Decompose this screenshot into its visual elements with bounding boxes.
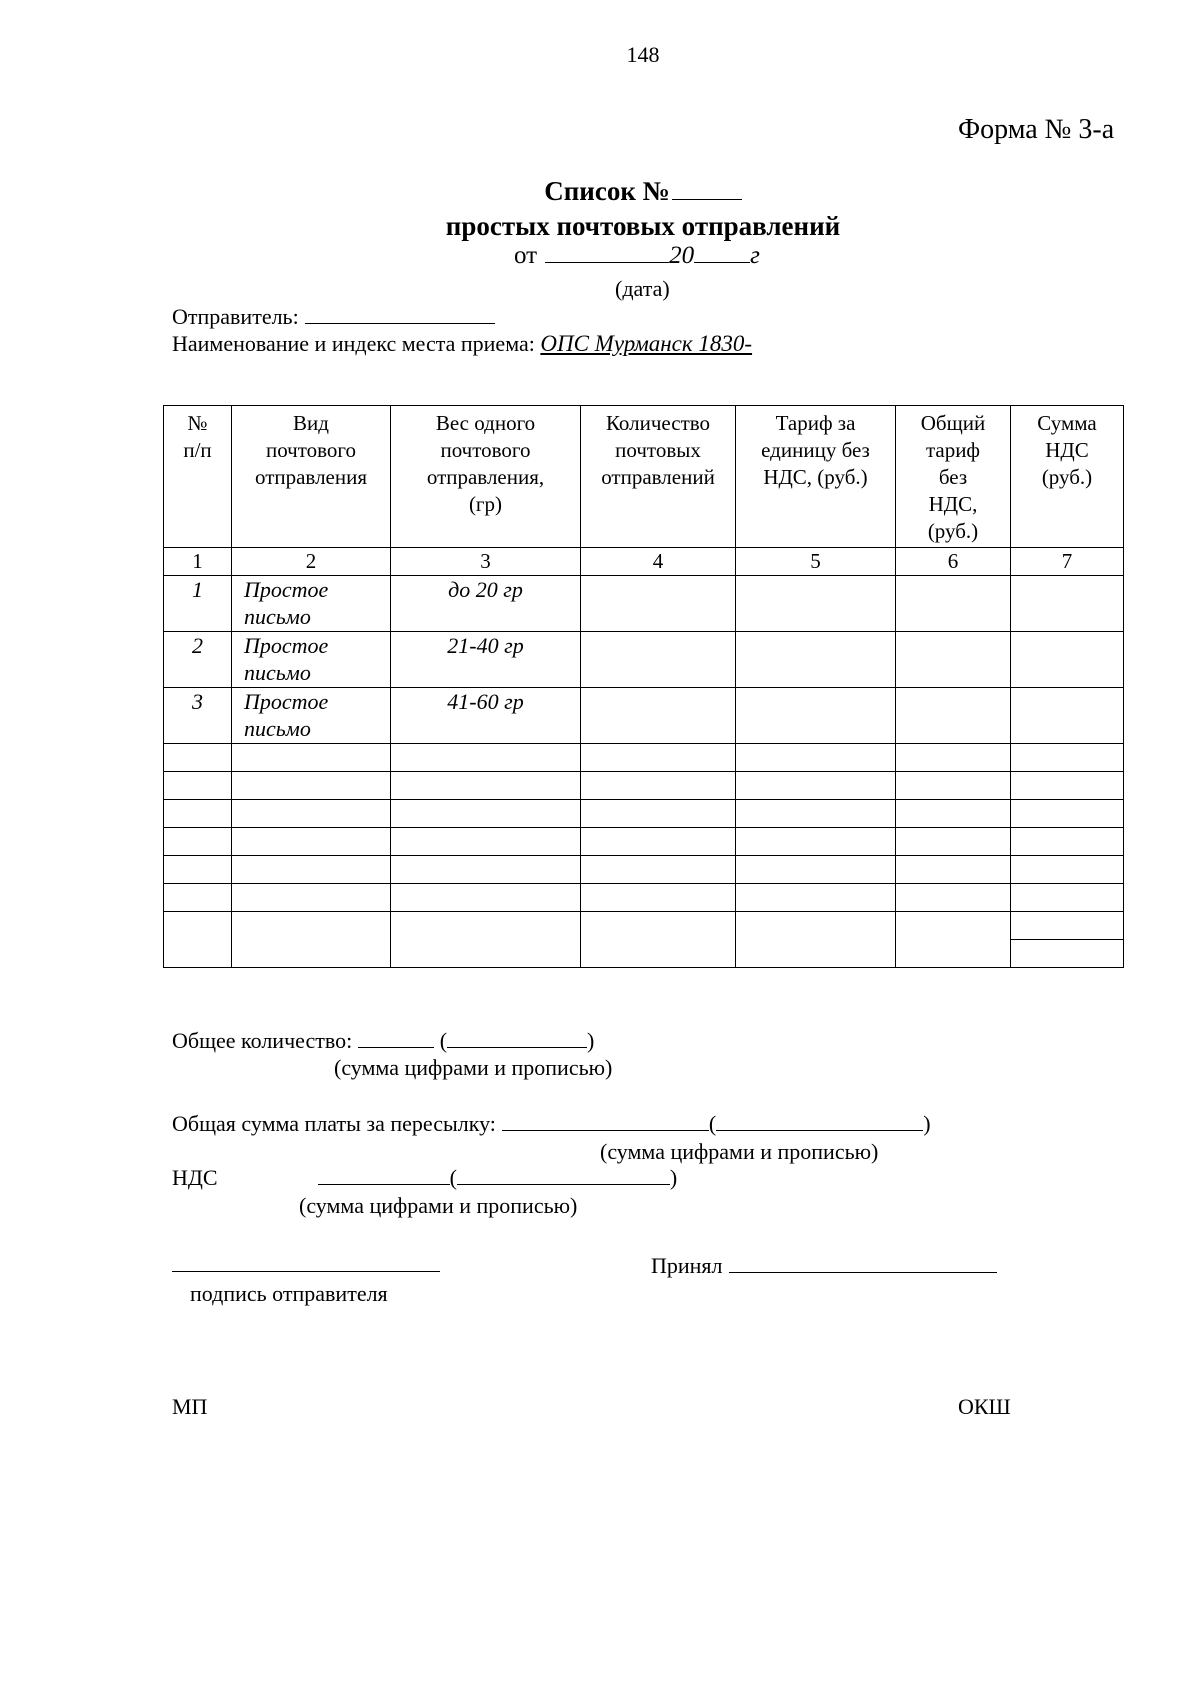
close-paren: ) — [587, 1028, 595, 1053]
total-count-label: Общее количество: — [172, 1028, 353, 1053]
total-count-digits-blank[interactable] — [358, 1031, 434, 1048]
empty-cell[interactable] — [164, 856, 232, 884]
empty-cell[interactable] — [164, 772, 232, 800]
empty-cell[interactable] — [581, 912, 736, 968]
empty-cell[interactable] — [232, 744, 391, 772]
empty-cell[interactable] — [896, 800, 1011, 828]
header-col-number: № п/п — [164, 406, 232, 548]
empty-cell[interactable] — [896, 884, 1011, 912]
empty-cell[interactable] — [391, 772, 581, 800]
vat-line — [172, 1165, 677, 1191]
row-total-tariff-cell[interactable] — [896, 576, 1011, 632]
vat-digits-blank[interactable] — [318, 1168, 450, 1185]
column-number: 2 — [232, 548, 391, 576]
empty-cell[interactable] — [581, 744, 736, 772]
header-col-unit-tariff: Тариф за единицу без НДС, (руб.) — [736, 406, 896, 548]
title-text: Список № — [544, 176, 670, 206]
empty-cell[interactable] — [391, 884, 581, 912]
empty-cell[interactable] — [736, 800, 896, 828]
empty-cell[interactable] — [1011, 744, 1124, 772]
empty-table-row — [164, 800, 1124, 828]
empty-cell[interactable] — [896, 856, 1011, 884]
empty-table-row — [164, 772, 1124, 800]
empty-table-row — [164, 828, 1124, 856]
row-unit-tariff-cell[interactable] — [736, 688, 896, 744]
column-number: 6 — [896, 548, 1011, 576]
column-number: 7 — [1011, 548, 1124, 576]
row-vat-cell[interactable] — [1011, 576, 1124, 632]
row-kind: Простое письмо — [232, 576, 391, 632]
close-paren: ) — [669, 1165, 678, 1190]
amount-caption: (сумма цифрами и прописью) — [600, 1139, 879, 1164]
open-paren: ( — [708, 1111, 717, 1136]
column-number: 3 — [391, 548, 581, 576]
column-number-row — [164, 548, 1124, 576]
row-number: 1 — [164, 576, 232, 632]
empty-table-row — [164, 856, 1124, 884]
stamp-oksh: ОКШ — [958, 1394, 1011, 1419]
empty-cell[interactable] — [232, 828, 391, 856]
sender-signature-blank[interactable] — [172, 1271, 440, 1272]
row-weight: до 20 гр — [391, 576, 581, 632]
row-unit-tariff-cell[interactable] — [736, 632, 896, 688]
empty-cell[interactable] — [232, 772, 391, 800]
table-header-row — [164, 406, 1124, 548]
empty-cell[interactable] — [391, 800, 581, 828]
row-total-tariff-cell[interactable] — [896, 688, 1011, 744]
column-number: 1 — [164, 548, 232, 576]
empty-cell[interactable] — [164, 744, 232, 772]
empty-cell[interactable] — [391, 856, 581, 884]
document-subtitle: простых почтовых отправлений — [445, 211, 841, 241]
empty-cell[interactable] — [736, 912, 896, 968]
vat-words-blank[interactable] — [457, 1168, 670, 1185]
total-count-words-blank[interactable] — [447, 1031, 587, 1048]
empty-cell[interactable] — [1011, 884, 1124, 912]
table-row — [164, 688, 1124, 744]
empty-cell[interactable] — [581, 800, 736, 828]
empty-cell[interactable] — [164, 884, 232, 912]
row-unit-tariff-cell[interactable] — [736, 576, 896, 632]
received-signature-blank[interactable] — [729, 1256, 997, 1273]
row-quantity-cell[interactable] — [581, 576, 736, 632]
place-value: ОПС Мурманск 1830- — [540, 331, 753, 356]
empty-cell[interactable] — [736, 772, 896, 800]
empty-cell[interactable] — [581, 772, 736, 800]
empty-cell[interactable] — [232, 800, 391, 828]
empty-cell[interactable] — [391, 744, 581, 772]
empty-cell[interactable] — [1011, 800, 1124, 828]
empty-cell[interactable] — [736, 744, 896, 772]
date-line — [514, 242, 760, 270]
header-col-quantity: Количество почтовых отправлений — [581, 406, 736, 548]
vat-total-cell[interactable] — [1011, 912, 1124, 968]
close-paren: ) — [923, 1111, 931, 1136]
empty-table-row — [164, 744, 1124, 772]
column-number: 4 — [581, 548, 736, 576]
amount-caption: (сумма цифрами и прописью) — [334, 1055, 613, 1080]
form-number: Форма № 3-а — [958, 114, 1115, 145]
received-label: Принял — [651, 1253, 723, 1278]
row-quantity-cell[interactable] — [581, 632, 736, 688]
empty-cell[interactable] — [736, 884, 896, 912]
row-number: 2 — [164, 632, 232, 688]
empty-cell[interactable] — [896, 828, 1011, 856]
row-number: 3 — [164, 688, 232, 744]
row-kind: Простое письмо — [232, 688, 391, 744]
received-line — [651, 1253, 997, 1279]
total-sum-label: Общая сумма платы за пересылку: — [172, 1111, 496, 1136]
empty-cell[interactable] — [232, 884, 391, 912]
empty-cell[interactable] — [1011, 828, 1124, 856]
total-sum-line — [172, 1111, 931, 1137]
header-col-total-tariff: Общий тариф без НДС, (руб.) — [896, 406, 1011, 548]
empty-cell[interactable] — [736, 828, 896, 856]
list-number-blank[interactable] — [672, 177, 742, 200]
header-col-weight: Вес одного почтового отправления, (гр) — [391, 406, 581, 548]
empty-cell[interactable] — [232, 856, 391, 884]
date-year-prefix: 20 — [669, 242, 695, 269]
empty-cell[interactable] — [164, 828, 232, 856]
empty-cell[interactable] — [581, 856, 736, 884]
row-vat-cell[interactable] — [1011, 688, 1124, 744]
open-paren: ( — [439, 1028, 448, 1053]
empty-cell[interactable] — [164, 912, 232, 968]
page-number: 148 — [626, 42, 660, 67]
date-caption: (дата) — [615, 276, 670, 301]
mail-list-table — [163, 405, 1124, 968]
row-quantity-cell[interactable] — [581, 688, 736, 744]
total-sum-digits-blank[interactable] — [502, 1114, 709, 1131]
header-col-vat: Сумма НДС (руб.) — [1011, 406, 1124, 548]
amount-caption: (сумма цифрами и прописью) — [299, 1193, 578, 1218]
row-weight: 21-40 гр — [391, 632, 581, 688]
empty-cell[interactable] — [391, 828, 581, 856]
empty-cell[interactable] — [896, 772, 1011, 800]
place-line — [172, 331, 752, 357]
column-number: 5 — [736, 548, 896, 576]
open-paren: ( — [449, 1165, 457, 1190]
date-year-suffix: г — [750, 242, 760, 269]
table-row — [164, 632, 1124, 688]
sender-label: Отправитель: — [172, 304, 299, 329]
cell-divider — [1011, 939, 1123, 940]
empty-cell[interactable] — [896, 744, 1011, 772]
date-prefix: от — [514, 242, 538, 269]
empty-table-row — [164, 884, 1124, 912]
empty-cell[interactable] — [1011, 856, 1124, 884]
total-sum-words-blank[interactable] — [716, 1114, 923, 1131]
date-year-blank[interactable] — [694, 244, 750, 263]
table-row — [164, 576, 1124, 632]
sender-line — [172, 304, 495, 330]
empty-cell[interactable] — [896, 912, 1011, 968]
document-title — [0, 176, 1200, 207]
empty-cell[interactable] — [391, 912, 581, 968]
stamp-mp: МП — [172, 1394, 208, 1419]
date-day-blank[interactable] — [545, 244, 669, 263]
empty-cell[interactable] — [232, 912, 391, 968]
total-count-line — [172, 1028, 594, 1054]
place-label: Наименование и индекс места приема: — [172, 331, 535, 356]
row-kind: Простое письмо — [232, 632, 391, 688]
total-table-row — [164, 912, 1124, 968]
sender-blank[interactable] — [305, 307, 495, 324]
row-weight: 41-60 гр — [391, 688, 581, 744]
empty-cell[interactable] — [1011, 772, 1124, 800]
empty-cell[interactable] — [581, 828, 736, 856]
row-vat-cell[interactable] — [1011, 632, 1124, 688]
empty-cell[interactable] — [164, 800, 232, 828]
sender-signature-label: подпись отправителя — [190, 1281, 388, 1306]
row-total-tariff-cell[interactable] — [896, 632, 1011, 688]
vat-label: НДС — [172, 1165, 218, 1190]
empty-cell[interactable] — [581, 884, 736, 912]
header-col-kind: Вид почтового отправления — [232, 406, 391, 548]
empty-cell[interactable] — [736, 856, 896, 884]
